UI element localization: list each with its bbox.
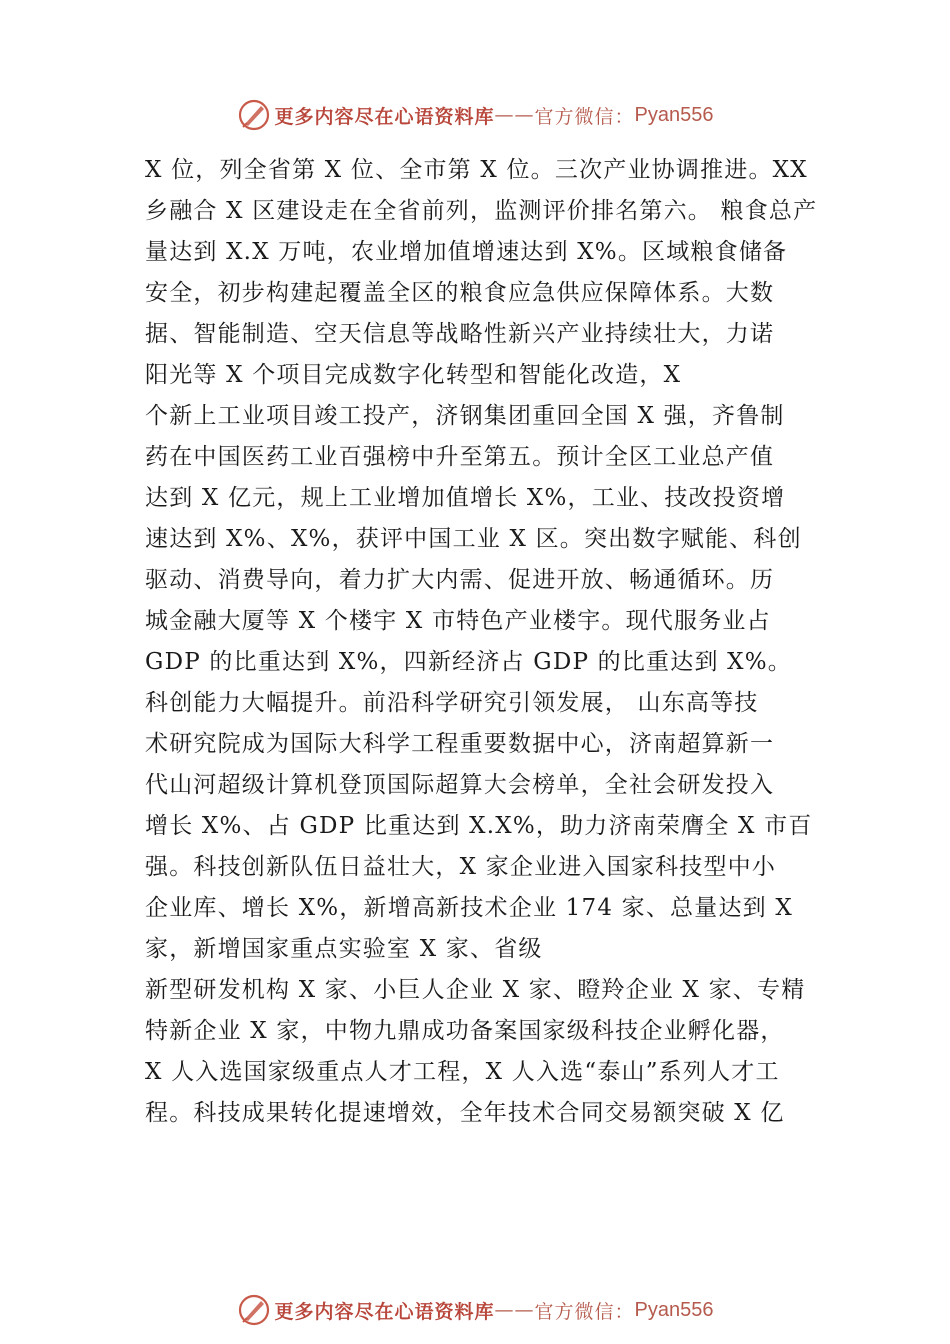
text-line: 药在中国医药工业百强榜中升至第五。预计全区工业总产值 [145,444,775,470]
text-line: 新型研发机构 X 家、小巨人企业 X 家、瞪羚企业 X 家、专精 [145,977,806,1003]
header-banner [0,95,950,135]
text-line: 科创能力大幅提升。前沿科学研究引领发展， 山东高等技 [145,690,759,716]
text-line: 速达到 X%、X%，获评中国工业 X 区。突出数字赋能、科创 [145,526,802,552]
text-line: 安全，初步构建起覆盖全区的粮食应急供应保障体系。大数 [145,280,775,306]
header-title: 更多内容尽在心语资料库 [274,105,495,128]
text-line: X 位，列全省第 X 位、全市第 X 位。三次产业协调推进。XX [145,157,808,183]
footer-title: 更多内容尽在心语资料库 [274,1300,495,1323]
text-line: 据、智能制造、空天信息等战略性新兴产业持续壮大，力诺 [145,321,775,347]
text-line: GDP 的比重达到 X%，四新经济占 GDP 的比重达到 X%。 [145,649,792,675]
footer-sep: —— [494,1299,535,1321]
text-line: 增长 X%、占 GDP 比重达到 X.X%，助力济南荣膺全 X 市百 [145,813,813,839]
text-line: X 人入选国家级重点人才工程，X 人入选“泰山”系列人才工 [145,1059,780,1085]
quill-logo-icon [237,98,271,132]
text-line: 驱动、消费导向，着力扩大内需、促进开放、畅通循环。历 [145,567,775,593]
text-line: 企业库、增长 X%，新增高新技术企业 174 家、总量达到 X [145,895,793,921]
header-wechat: Pyan556 [634,103,714,126]
footer-label: 官方微信： [534,1300,635,1323]
text-line: 代山河超级计算机登顶国际超算大会榜单，全社会研发投入 [145,772,775,798]
quill-logo-icon [237,1293,271,1327]
text-line: 乡融合 X 区建设走在全省前列，监测评价排名第六。 粮食总产 [145,198,818,224]
text-line: 城金融大厦等 X 个楼宇 X 市特色产业楼宇。现代服务业占 [145,608,771,634]
text-line: 阳光等 X 个项目完成数字化转型和智能化改造，X [145,362,682,388]
header-sep: —— [494,104,535,126]
text-line: 术研究院成为国际大科学工程重要数据中心，济南超算新一 [145,731,775,757]
document-body [145,150,825,1134]
text-line: 家，新增国家重点实验室 X 家、省级 [145,936,543,962]
text-line: 量达到 X.X 万吨，农业增加值增速达到 X%。区域粮食储备 [145,239,788,265]
text-line: 强。科技创新队伍日益壮大，X 家企业进入国家科技型中小 [145,854,777,880]
footer-wechat: Pyan556 [634,1298,714,1321]
text-line: 个新上工业项目竣工投产，济钢集团重回全国 X 强，齐鲁制 [145,403,785,429]
footer-banner [0,1290,950,1330]
text-line: 特新企业 X 家，中物九鼎成功备案国家级科技企业孵化器， [145,1018,785,1044]
text-line: 达到 X 亿元，规上工业增加值增长 X%，工业、技改投资增 [145,485,786,511]
text-line: 程。科技成果转化提速增效，全年技术合同交易额突破 X 亿 [145,1100,785,1126]
header-label: 官方微信： [534,105,635,128]
